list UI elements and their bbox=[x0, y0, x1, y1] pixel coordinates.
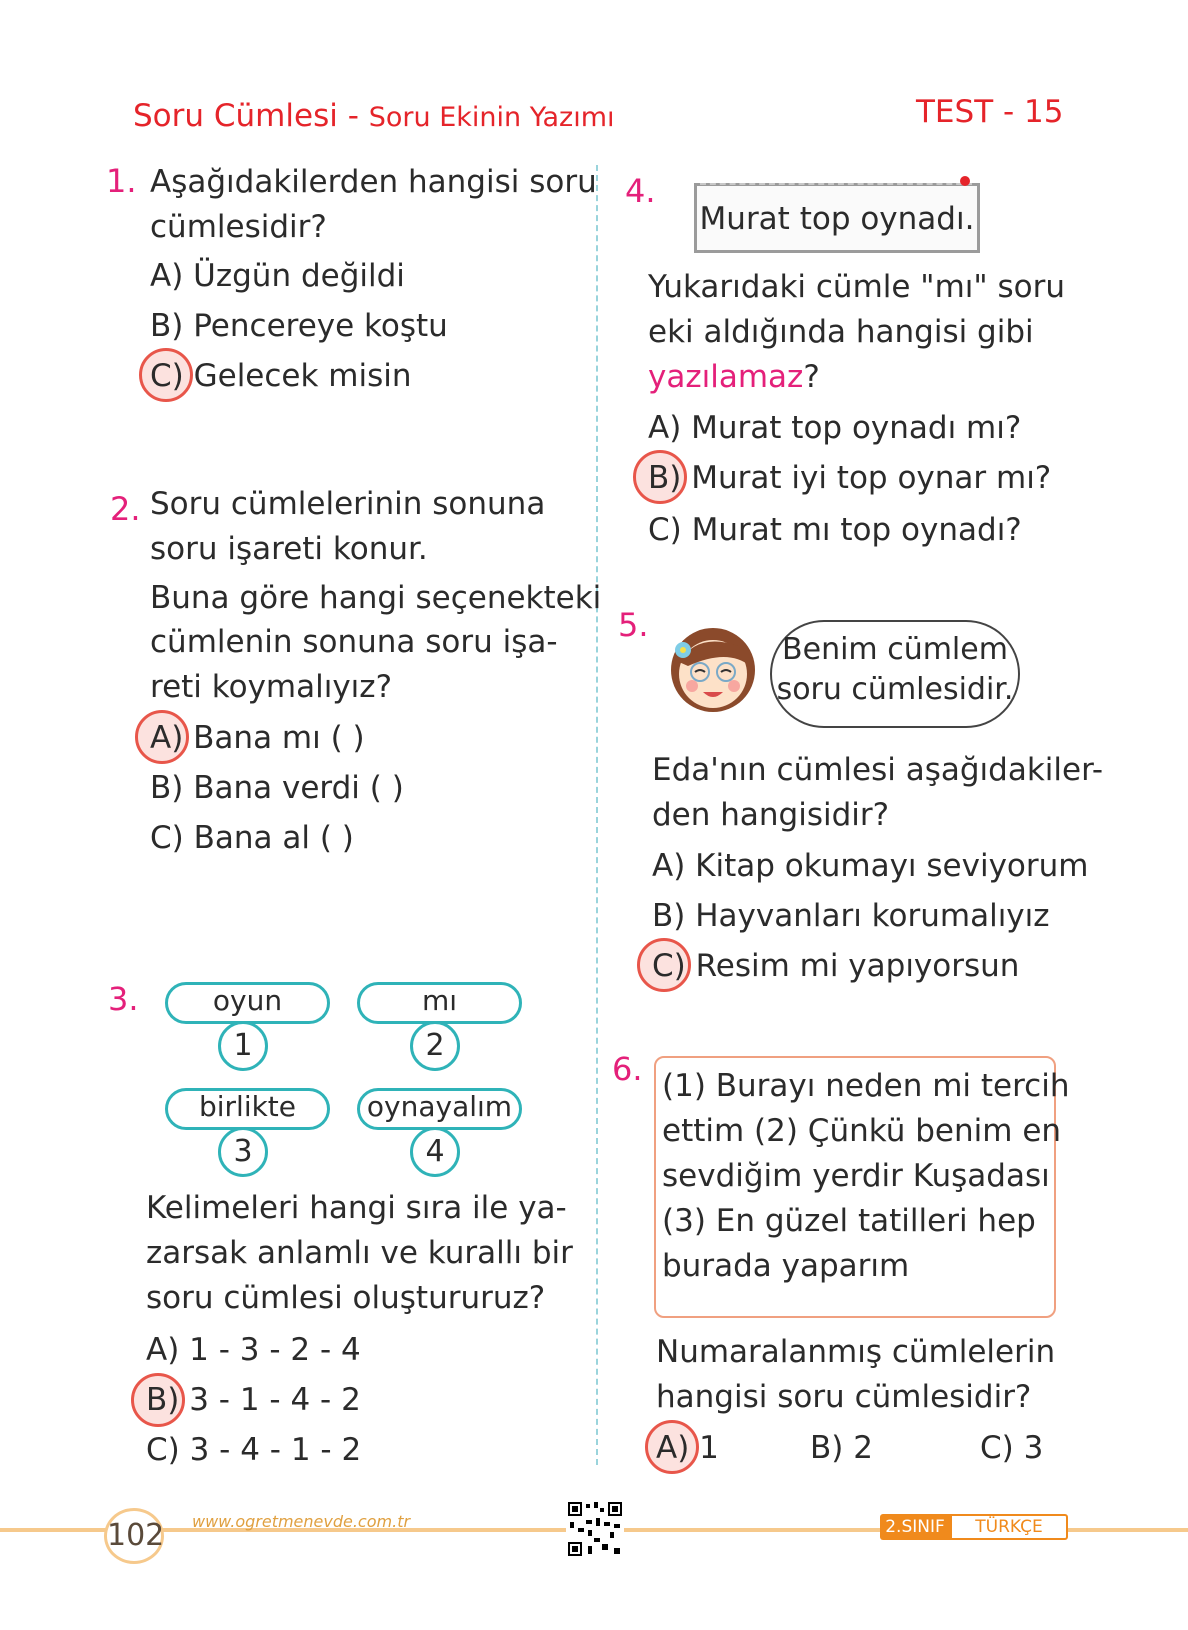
q4-line2: eki aldığında hangisi gibi bbox=[648, 314, 1034, 350]
q2-line4: cümlenin sonuna soru işa- bbox=[150, 624, 558, 660]
q2-line5: reti koymalıyız? bbox=[150, 669, 393, 705]
q6-line2: hangisi soru cümlesidir? bbox=[656, 1379, 1032, 1415]
q4-line3 bbox=[648, 355, 820, 400]
q5-option-a[interactable]: A) Kitap okumayı seviyorum bbox=[652, 848, 1089, 884]
q2-line2: soru işareti konur. bbox=[150, 531, 428, 567]
q4-option-b[interactable]: B) Murat iyi top oynar mı? bbox=[648, 460, 1052, 496]
q5-option-b[interactable]: B) Hayvanları korumalıyız bbox=[652, 898, 1050, 934]
q3-line2: zarsak anlamlı ve kurallı bir bbox=[146, 1235, 573, 1271]
q3-word-number: 4 bbox=[410, 1127, 460, 1177]
q6-number: 6. bbox=[612, 1050, 643, 1088]
bubble-line1: Benim cümlem bbox=[782, 632, 1008, 667]
q3-word-number: 3 bbox=[218, 1127, 268, 1177]
q6-option-c[interactable]: C) 3 bbox=[980, 1430, 1044, 1466]
q2-option-b[interactable]: B) Bana verdi ( ) bbox=[150, 770, 404, 806]
q6-box-line4: (3) En güzel tatilleri hep bbox=[662, 1203, 1036, 1239]
column-divider bbox=[596, 165, 598, 1465]
q4-line3-rest: ? bbox=[803, 359, 820, 395]
q6-box-line3: sevdiğim yerdir Kuşadası bbox=[662, 1158, 1050, 1194]
q4-sentence-note: Murat top oynadı. bbox=[694, 183, 980, 253]
q3-word-card: mı bbox=[357, 982, 522, 1024]
q1-option-b[interactable]: B) Pencereye koştu bbox=[150, 308, 448, 344]
q6-option-b[interactable]: B) 2 bbox=[810, 1430, 873, 1466]
qr-code-icon bbox=[566, 1500, 624, 1558]
q1-line1: Aşağıdakilerden hangisi soru bbox=[150, 164, 597, 200]
q5-line1: Eda'nın cümlesi aşağıdakiler- bbox=[652, 752, 1104, 788]
bubble-line2: soru cümlesidir. bbox=[776, 672, 1014, 707]
q1-option-a[interactable]: A) Üzgün değildi bbox=[150, 258, 405, 294]
q3-line3: soru cümlesi oluştururuz? bbox=[146, 1280, 546, 1316]
q3-word-number: 1 bbox=[218, 1021, 268, 1071]
subject-tag: TÜRKÇE bbox=[950, 1514, 1068, 1540]
q2-line3: Buna göre hangi seçenekteki bbox=[150, 580, 602, 616]
q6-line1: Numaralanmış cümlelerin bbox=[656, 1334, 1056, 1370]
q3-option-b[interactable]: B) 3 - 1 - 4 - 2 bbox=[146, 1382, 361, 1418]
speech-bubble-text bbox=[770, 630, 1020, 710]
q4-option-a[interactable]: A) Murat top oynadı mı? bbox=[648, 410, 1022, 446]
q2-number: 2. bbox=[110, 490, 141, 528]
q4-number: 4. bbox=[625, 172, 656, 210]
q3-word-card: oyun bbox=[165, 982, 330, 1024]
title-main: Soru Cümlesi bbox=[133, 98, 338, 134]
title-sub: Soru Ekinin Yazımı bbox=[368, 102, 615, 133]
q3-number: 3. bbox=[108, 980, 139, 1018]
test-label: TEST - 15 bbox=[916, 94, 1064, 130]
pin-icon bbox=[960, 176, 970, 186]
q1-line2: cümlesidir? bbox=[150, 209, 327, 245]
q4-line1: Yukarıdaki cümle "mı" soru bbox=[648, 269, 1066, 305]
q3-word-card: oynayalım bbox=[357, 1088, 522, 1130]
page-title bbox=[133, 98, 615, 134]
q6-option-a[interactable]: A) 1 bbox=[656, 1430, 719, 1466]
q6-box-line5: burada yaparım bbox=[662, 1248, 910, 1284]
q5-number: 5. bbox=[618, 606, 649, 644]
note-torn-edge bbox=[700, 183, 972, 185]
q4-keyword: yazılamaz bbox=[648, 359, 804, 395]
q3-word-number: 2 bbox=[410, 1021, 460, 1071]
girl-face-illustration bbox=[658, 610, 768, 720]
q5-option-c[interactable]: C) Resim mi yapıyorsun bbox=[652, 948, 1020, 984]
q2-option-a[interactable]: A) Bana mı ( ) bbox=[150, 720, 365, 756]
footer-url[interactable]: www.ogretmenevde.com.tr bbox=[192, 1512, 411, 1531]
q6-box-line2: ettim (2) Çünkü benim en bbox=[662, 1113, 1062, 1149]
q1-number: 1. bbox=[106, 162, 137, 200]
q4-option-c[interactable]: C) Murat mı top oynadı? bbox=[648, 512, 1022, 548]
q3-option-c[interactable]: C) 3 - 4 - 1 - 2 bbox=[146, 1432, 362, 1468]
q3-line1: Kelimeleri hangi sıra ile ya- bbox=[146, 1190, 567, 1226]
q5-line2: den hangisidir? bbox=[652, 797, 890, 833]
title-dash: - bbox=[347, 98, 359, 134]
q3-option-a[interactable]: A) 1 - 3 - 2 - 4 bbox=[146, 1332, 361, 1368]
q2-line1: Soru cümlelerinin sonuna bbox=[150, 486, 546, 522]
grade-tag: 2.SINIF bbox=[880, 1514, 950, 1540]
q3-word-card: birlikte bbox=[165, 1088, 330, 1130]
q6-box-line1: (1) Burayı neden mi tercih bbox=[662, 1068, 1070, 1104]
page-number: 102 bbox=[104, 1508, 164, 1564]
q2-option-c[interactable]: C) Bana al ( ) bbox=[150, 820, 354, 856]
q1-option-c[interactable]: C) Gelecek misin bbox=[150, 358, 412, 394]
